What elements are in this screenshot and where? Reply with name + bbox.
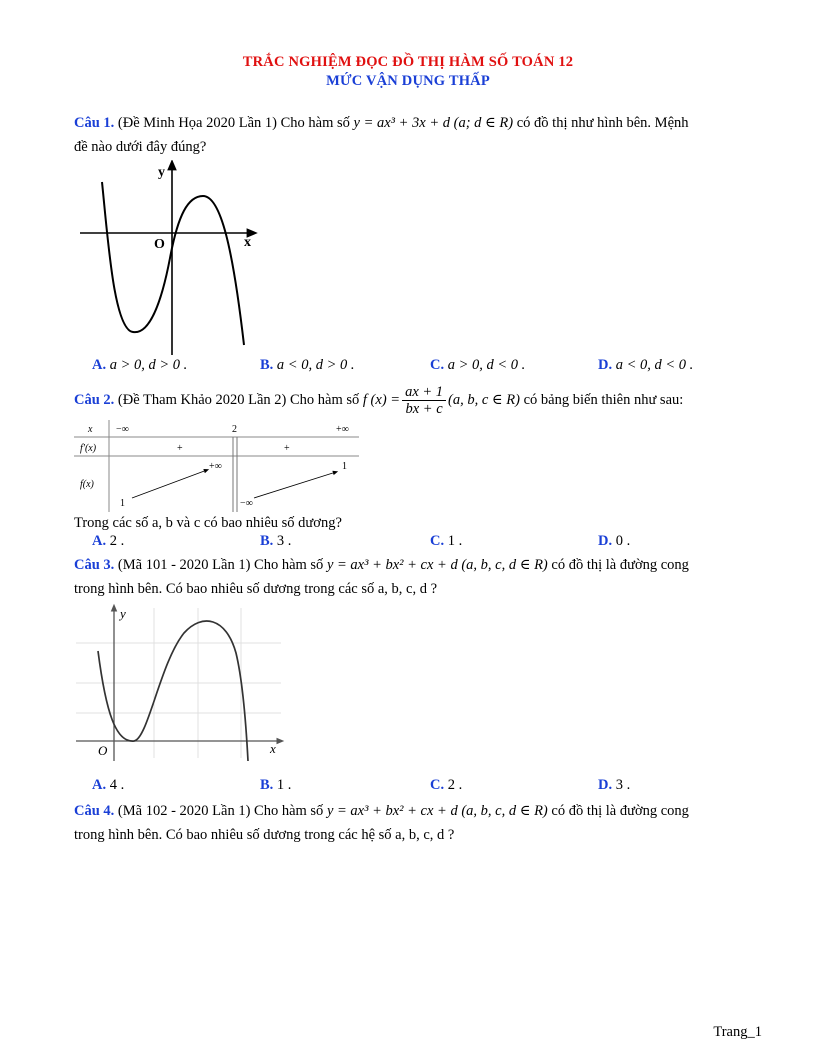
question-4-label: Câu 4.	[74, 803, 115, 819]
option-value: 2 .	[109, 533, 125, 549]
option-label: C.	[430, 777, 445, 793]
question-1-option-c[interactable]	[430, 357, 525, 374]
origin-label: O	[154, 237, 165, 252]
option-label: B.	[260, 533, 274, 549]
option-value: a < 0, d > 0 .	[276, 357, 355, 373]
option-label: D.	[598, 777, 613, 793]
question-1-option-d[interactable]	[598, 357, 693, 374]
question-1-intro-end: có đồ thị như hình bên. Mệnh	[516, 115, 689, 131]
y-axis-label: y	[158, 165, 165, 180]
f-value-end: 1	[342, 461, 347, 472]
option-label: A.	[92, 357, 107, 373]
question-1-intro: (Đề Minh Họa 2020 Lần 1) Cho hàm số	[117, 115, 350, 131]
question-3-option-c[interactable]	[430, 777, 462, 794]
option-label: D.	[598, 357, 613, 373]
question-2-label: Câu 2.	[74, 392, 115, 408]
question-3-intro-end: có đồ thị là đường cong	[551, 557, 689, 573]
x-value-2: 2	[232, 424, 237, 435]
question-2-option-a[interactable]	[92, 533, 124, 550]
page-number: Trang_1	[713, 1024, 762, 1040]
question-2-option-d[interactable]	[598, 533, 630, 550]
fraction-numerator: ax + 1	[402, 384, 446, 401]
question-2-prompt: Trong các số a, b và c có bao nhiêu số dương?	[74, 515, 342, 531]
question-2-condition: (a, b, c ∈ R)	[448, 392, 520, 408]
option-value: 4 .	[109, 777, 125, 793]
question-2-intro-end: có bảng biến thiên như sau:	[523, 392, 684, 408]
x-axis-label: x	[270, 741, 276, 756]
question-2-intro: (Đề Tham Khảo 2020 Lần 2) Cho hàm số	[117, 392, 360, 408]
x-value-pos-inf: +∞	[336, 424, 349, 435]
question-1-label: Câu 1.	[74, 115, 115, 131]
question-4-intro: (Mã 102 - 2020 Lần 1) Cho hàm số	[117, 803, 324, 819]
question-4-intro-end: có đồ thị là đường cong	[551, 803, 689, 819]
increase-arrow-1	[132, 470, 207, 498]
question-3-label: Câu 3.	[74, 557, 115, 573]
option-value: a > 0, d < 0 .	[447, 357, 526, 373]
question-4	[74, 799, 764, 847]
origin-label: O	[98, 743, 108, 758]
option-value: 0 .	[615, 533, 631, 549]
option-label: B.	[260, 777, 274, 793]
option-label: A.	[92, 777, 107, 793]
question-1-line2: đề nào dưới đây đúng?	[74, 139, 207, 155]
f-value-neg-inf: −∞	[240, 498, 253, 509]
y-axis-label: y	[120, 606, 126, 621]
option-label: D.	[598, 533, 613, 549]
option-value: a > 0, d > 0 .	[109, 357, 188, 373]
option-value: 3 .	[276, 533, 292, 549]
question-1	[74, 111, 764, 159]
row-x-label: x	[88, 424, 93, 435]
question-3-line2: trong hình bên. Có bao nhiêu số dương trong các số a, b, c, d ?	[74, 581, 438, 597]
row-fprime-label: f′(x)	[80, 443, 97, 454]
option-label: C.	[430, 533, 445, 549]
increase-arrow-2	[254, 472, 336, 498]
question-2-fraction	[402, 384, 446, 417]
question-4-line2: trong hình bên. Có bao nhiêu số dương trong các hệ số a, b, c, d ?	[74, 827, 455, 843]
f-value-start: 1	[120, 498, 125, 509]
question-3-option-d[interactable]	[598, 777, 630, 794]
question-3-graph	[76, 603, 296, 763]
x-value-neg-inf: −∞	[116, 424, 129, 435]
option-label: A.	[92, 533, 107, 549]
question-3-option-a[interactable]	[92, 777, 124, 794]
question-3-option-b[interactable]	[260, 777, 291, 794]
question-1-option-a[interactable]	[92, 357, 187, 374]
question-2-func: f (x) =	[362, 392, 401, 408]
question-3-intro: (Mã 101 - 2020 Lần 1) Cho hàm số	[117, 557, 324, 573]
fraction-denominator: bx + c	[405, 401, 443, 418]
option-value: a < 0, d < 0 .	[615, 357, 694, 373]
question-1-option-b[interactable]	[260, 357, 355, 374]
page-title: TRẮC NGHIỆM ĐỌC ĐỒ THỊ HÀM SỐ TOÁN 12	[242, 54, 574, 70]
sign-2: +	[284, 443, 290, 454]
option-value: 3 .	[615, 777, 631, 793]
option-value: 2 .	[447, 777, 463, 793]
option-value: 1 .	[447, 533, 463, 549]
option-label: C.	[430, 357, 445, 373]
option-label: B.	[260, 357, 274, 373]
option-value: 1 .	[276, 777, 292, 793]
question-3-formula: y = ax³ + bx² + cx + d (a, b, c, d ∈ R)	[326, 557, 548, 573]
question-1-graph	[78, 160, 278, 360]
question-1-formula: y = ax³ + 3x + d (a; d ∈ R)	[353, 115, 514, 131]
cubic-curve	[102, 182, 244, 345]
question-2	[74, 383, 764, 417]
question-2-option-b[interactable]	[260, 533, 291, 550]
page-subtitle: MỨC VẬN DỤNG THẤP	[326, 73, 490, 89]
question-4-formula: y = ax³ + bx² + cx + d (a, b, c, d ∈ R)	[326, 803, 548, 819]
question-3	[74, 553, 764, 601]
variation-table	[74, 420, 364, 514]
row-f-label: f(x)	[80, 479, 94, 490]
question-2-option-c[interactable]	[430, 533, 462, 550]
sign-1: +	[177, 443, 183, 454]
x-axis-label: x	[244, 235, 251, 250]
cubic-curve	[98, 621, 248, 761]
f-value-pos-inf: +∞	[209, 461, 222, 472]
